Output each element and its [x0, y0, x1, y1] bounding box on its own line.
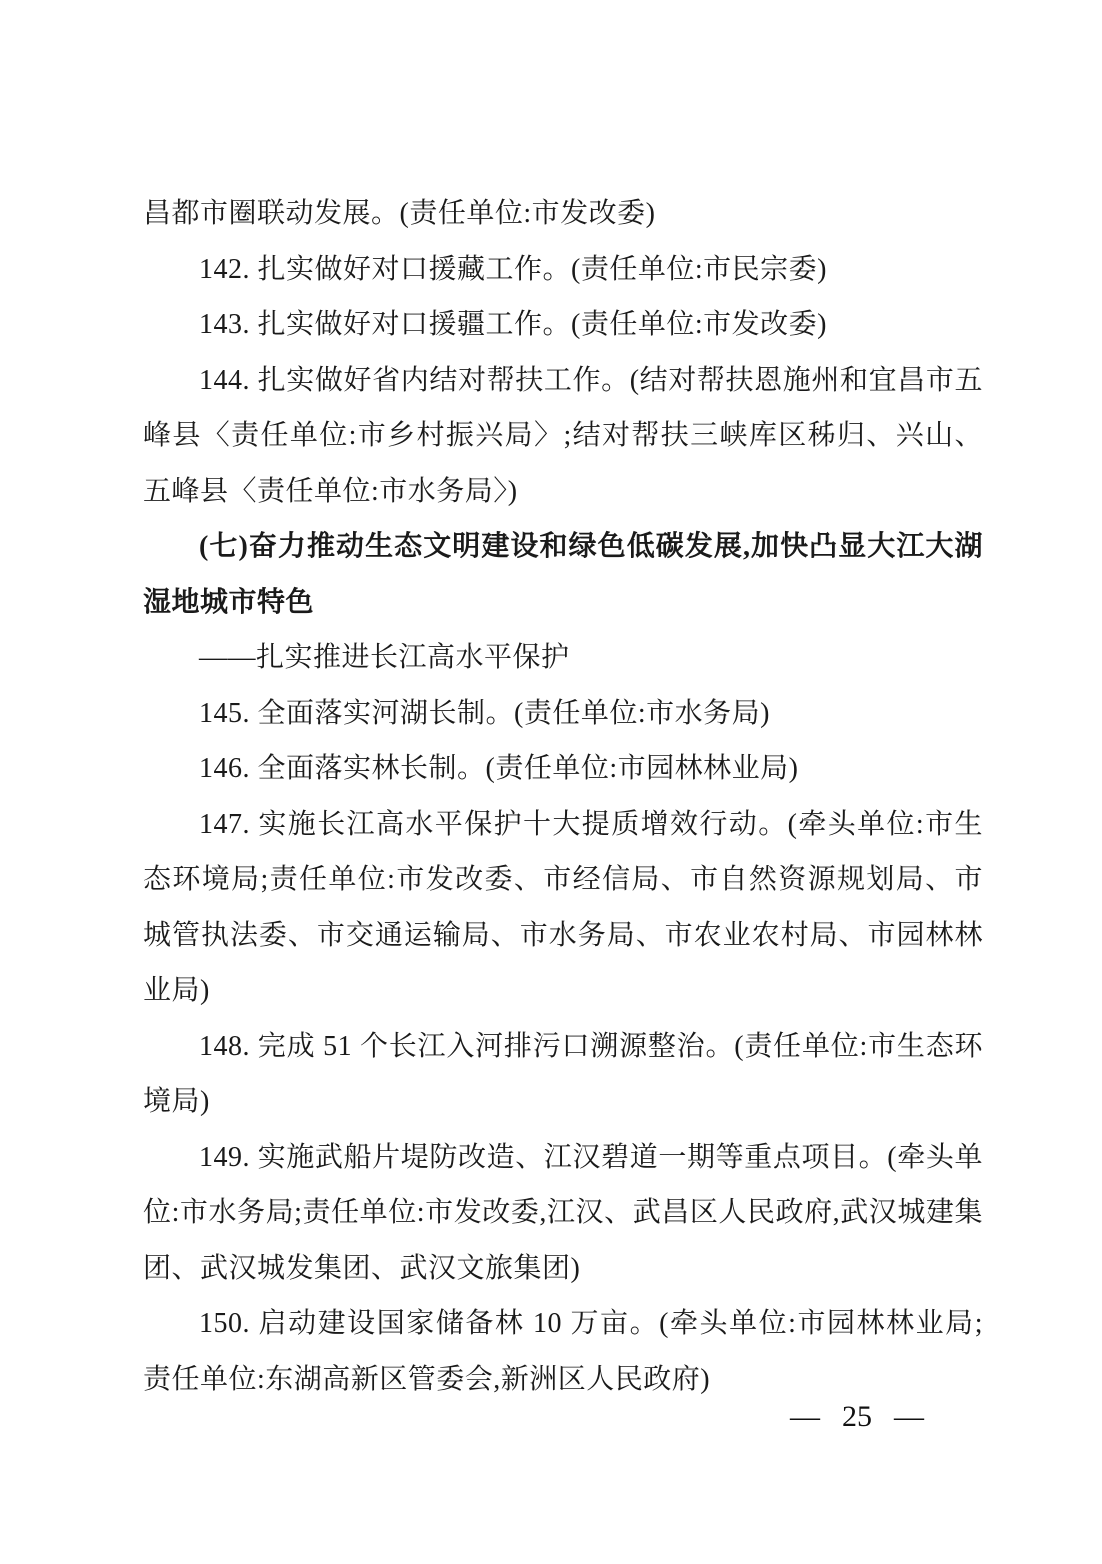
- page-number-dash-left: —: [790, 1400, 820, 1433]
- paragraph-item-144: 144. 扎实做好省内结对帮扶工作。(结对帮扶恩施州和宜昌市五峰县〈责任单位:市乡村振兴局〉;结对帮扶三峡库区秭归、兴山、五峰县〈责任单位:市水务局〉): [143, 364, 983, 507]
- page-body-text: [143, 186, 983, 1407]
- paragraph-item-145: 145. 全面落实河湖长制。(责任单位:市水务局): [199, 697, 770, 729]
- paragraph-item-148: 148. 完成 51 个长江入河排污口溯源整治。(责任单位:市生态环境局): [143, 1030, 983, 1117]
- paragraph-141-continuation: 昌都市圈联动发展。(责任单位:市发改委): [143, 198, 656, 229]
- section-heading-7: (七)奋力推动生态文明建设和绿色低碳发展,加快凸显大江大湖湿地城市特色: [143, 531, 983, 618]
- paragraph-item-149: 149. 实施武船片堤防改造、江汉碧道一期等重点项目。(牵头单位:市水务局;责任单位:市发改委,江汉、武昌区人民政府,武汉城建集团、武汉城发集团、武汉文旅集团): [143, 1141, 983, 1284]
- paragraph-item-147: 147. 实施长江高水平保护十大提质增效行动。(牵头单位:市生态环境局;责任单位:市发改委、市经信局、市自然资源规划局、市城管执法委、市交通运输局、市水务局、市农业农村局、市园林林业局): [143, 808, 983, 1006]
- sub-heading-dash: ——扎实推进长江高水平保护: [199, 642, 570, 673]
- paragraph-item-146: 146. 全面落实林长制。(责任单位:市园林林业局): [199, 753, 799, 784]
- page-number: 25: [842, 1400, 872, 1433]
- paragraph-item-150: 150. 启动建设国家储备林 10 万亩。(牵头单位:市园林林业局;责任单位:东湖高新区管委会,新洲区人民政府): [143, 1308, 983, 1395]
- paragraph-item-143: 143. 扎实做好对口援疆工作。(责任单位:市发改委): [199, 309, 827, 340]
- paragraph-item-142: 142. 扎实做好对口援藏工作。(责任单位:市民宗委): [199, 253, 827, 285]
- page-number-dash-right: —: [894, 1400, 924, 1433]
- page-footer: [790, 1400, 924, 1434]
